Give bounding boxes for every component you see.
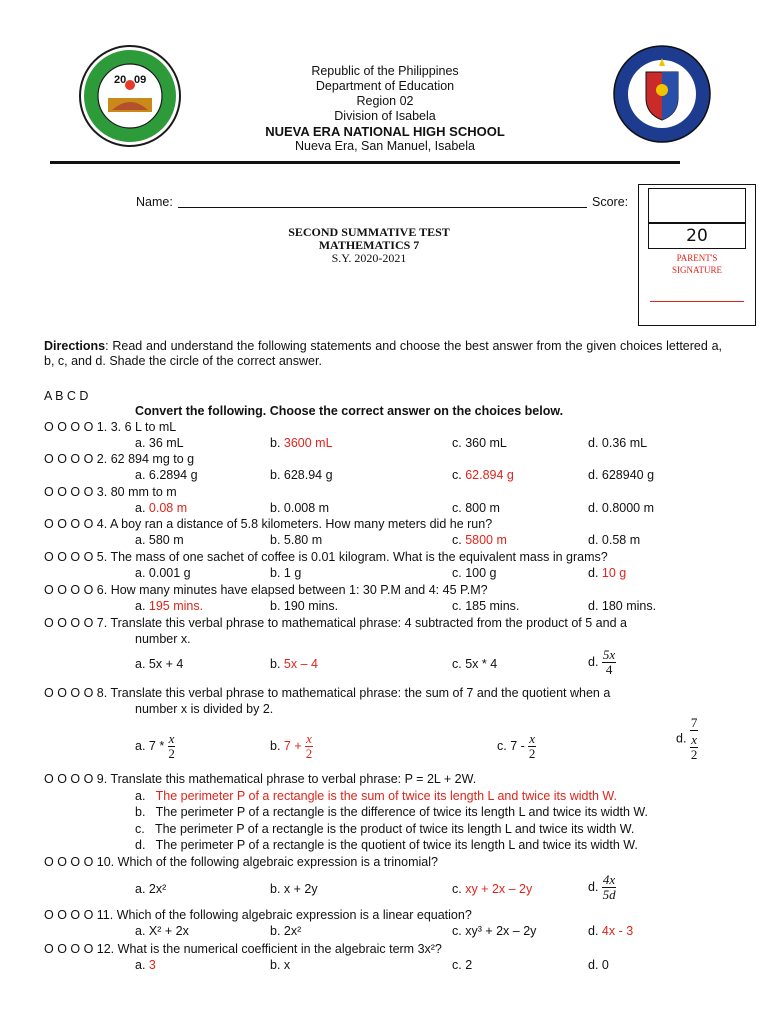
seal-year-left: 20 xyxy=(114,74,127,86)
seal-year-right: 09 xyxy=(134,74,147,86)
q12-choice-d[interactable]: d. 0 xyxy=(588,958,609,972)
header-line-division: Division of Isabela xyxy=(334,109,436,123)
q4-choice-a[interactable]: a. 580 m xyxy=(135,533,184,547)
directions-label: Directions xyxy=(44,339,106,353)
q6-choice-a[interactable]: a. 195 mins. xyxy=(135,599,204,613)
question-4[interactable]: O O O O 4. A boy ran a distance of 5.8 kilometers. How many meters did he run? xyxy=(44,517,493,531)
q2-choice-d[interactable]: d. 628940 g xyxy=(588,468,655,482)
q12-choice-a[interactable]: a. 3 xyxy=(135,958,156,972)
q9-choice-b[interactable]: b. The perimeter P of a rectangle is the difference of twice its length L and twice its width W. xyxy=(135,805,649,819)
q5-choice-a[interactable]: a. 0.001 g xyxy=(135,566,191,580)
header-line-department: Department of Education xyxy=(315,79,455,93)
question-7[interactable]: O O O O 7. Translate this verbal phrase to mathematical phrase: 4 subtracted from the product of 5 and a xyxy=(44,616,627,630)
q6-choice-c[interactable]: c. 185 mins. xyxy=(452,599,520,613)
q11-choice-a[interactable]: a. X² + 2x xyxy=(135,924,189,938)
directions xyxy=(44,339,722,369)
q8-choice-c[interactable]: c. 7 - $\frac{x}{2}$ xyxy=(497,731,536,761)
parents-signature-label: PARENT'S SIGNATURE xyxy=(671,253,722,275)
score-box xyxy=(638,184,756,326)
header-line-region: Region 02 xyxy=(356,94,414,108)
score-input-box[interactable] xyxy=(648,188,746,223)
q8b-fraction: $\frac{x}{2}$ xyxy=(305,731,313,761)
name-label: Name: xyxy=(136,195,173,209)
q8-choice-d[interactable]: d. $\frac{7}{\frac{x}{2}}$ xyxy=(676,715,698,762)
question-9[interactable]: O O O O 9. Translate this mathematical phrase to verbal phrase: P = 2L + 2W. xyxy=(44,772,477,786)
q11-choice-d[interactable]: d. 4x - 3 xyxy=(588,924,634,938)
q4-choice-d[interactable]: d. 0.58 m xyxy=(588,533,641,547)
q8d-compound-fraction: $\frac{7}{\frac{x}{2}}$ xyxy=(690,715,698,762)
q9-choice-d[interactable]: d. The perimeter P of a rectangle is the quotient of twice its length L and twice its width W. xyxy=(135,838,638,852)
q5-choice-b[interactable]: b. 1 g xyxy=(270,566,302,580)
school-year: S.Y. 2020-2021 xyxy=(331,251,407,265)
directions-text: : Read and understand the following statements and choose the best answer from the given choices lettered a, b, c, and d. Shade the circle of the correct answer. xyxy=(44,339,722,368)
q12-choice-c[interactable]: c. 2 xyxy=(452,958,473,972)
question-8-cont: number x is divided by 2. xyxy=(135,702,274,716)
q3-choice-b[interactable]: b. 0.008 m xyxy=(270,501,330,515)
q8c-fraction: $\frac{x}{2}$ xyxy=(528,731,536,761)
q7-fraction: $\frac{5x}{4}$ xyxy=(602,647,616,677)
question-1[interactable]: O O O O 1. 3. 6 L to mL xyxy=(44,420,177,434)
question-6[interactable]: O O O O 6. How many minutes have elapsed between 1: 30 P.M and 4: 45 P.M? xyxy=(44,583,488,597)
test-title-block xyxy=(234,226,504,265)
q10-choice-c[interactable]: c. xy + 2x – 2y xyxy=(452,882,533,896)
q4-choice-b[interactable]: b. 5.80 m xyxy=(270,533,323,547)
q10-choice-d[interactable]: d. $\frac{4x}{5d}$ xyxy=(588,872,616,902)
question-8[interactable]: O O O O 8. Translate this verbal phrase to mathematical phrase: the sum of 7 and the quotient when a xyxy=(44,686,611,700)
q10-choice-b[interactable]: b. x + 2y xyxy=(270,882,318,896)
test-subject: MATHEMATICS 7 xyxy=(318,238,420,252)
question-10[interactable]: O O O O 10. Which of the following algebraic expression is a trinomial? xyxy=(44,855,438,869)
signature-line[interactable] xyxy=(650,301,744,302)
q11-choice-c[interactable]: c. xy³ + 2x – 2y xyxy=(452,924,537,938)
q8-choice-a[interactable]: a. 7 * $\frac{x}{2}$ xyxy=(135,731,175,761)
q4-choice-c[interactable]: c. 5800 m xyxy=(452,533,507,547)
question-7-cont: number x. xyxy=(135,632,191,646)
q6-choice-d[interactable]: d. 180 mins. xyxy=(588,599,657,613)
score-total-box xyxy=(648,223,746,249)
name-field[interactable] xyxy=(178,207,587,208)
header-divider xyxy=(50,161,680,164)
school-seal-logo xyxy=(78,44,182,148)
q8a-fraction: $\frac{x}{2}$ xyxy=(168,731,175,761)
question-3[interactable]: O O O O 3. 80 mm to m xyxy=(44,485,177,499)
q7-choice-d[interactable]: d. $\frac{5x}{4}$ xyxy=(588,647,616,677)
q11-choice-b[interactable]: b. 2x² xyxy=(270,924,302,938)
q1-choice-c[interactable]: c. 360 mL xyxy=(452,436,507,450)
q3-choice-c[interactable]: c. 800 m xyxy=(452,501,500,515)
q2-choice-a[interactable]: a. 6.2894 g xyxy=(135,468,198,482)
q1-choice-b[interactable]: b. 3600 mL xyxy=(270,436,333,450)
q3-choice-a[interactable]: a. 0.08 m xyxy=(135,501,188,515)
q2-choice-b[interactable]: b. 628.94 g xyxy=(270,468,333,482)
q9-choice-a[interactable]: a. The perimeter P of a rectangle is the sum of twice its length L and twice its width W. xyxy=(135,789,617,803)
q6-choice-b[interactable]: b. 190 mins. xyxy=(270,599,339,613)
q12-choice-b[interactable]: b. x xyxy=(270,958,291,972)
header-block xyxy=(185,64,585,154)
question-2[interactable]: O O O O 2. 62 894 mg to g xyxy=(44,452,195,466)
school-name: NUEVA ERA NATIONAL HIGH SCHOOL xyxy=(265,124,505,139)
question-5[interactable]: O O O O 5. The mass of one sachet of coffee is 0.01 kilogram. What is the equivalent mass in grams? xyxy=(44,550,608,564)
q2-choice-c[interactable]: c. 62.894 g xyxy=(452,468,514,482)
q10-fraction: $\frac{4x}{5d}$ xyxy=(602,872,616,902)
abcd-header: A B C D xyxy=(44,389,89,403)
school-address: Nueva Era, San Manuel, Isabela xyxy=(295,139,475,153)
q7-choice-c[interactable]: c. 5x * 4 xyxy=(452,657,498,671)
q7-choice-a[interactable]: a. 5x + 4 xyxy=(135,657,184,671)
q9-choice-c[interactable]: c. The perimeter P of a rectangle is the product of twice its length L and twice its width W. xyxy=(135,822,635,836)
q1-choice-d[interactable]: d. 0.36 mL xyxy=(588,436,648,450)
q3-choice-d[interactable]: d. 0.8000 m xyxy=(588,501,655,515)
q7-choice-b[interactable]: b. 5x – 4 xyxy=(270,657,318,671)
q5-choice-c[interactable]: c. 100 g xyxy=(452,566,497,580)
q8-choice-b[interactable]: b. 7 + $\frac{x}{2}$ xyxy=(270,731,313,761)
q1-choice-a[interactable]: a. 36 mL xyxy=(135,436,184,450)
q10-choice-a[interactable]: a. 2x² xyxy=(135,882,167,896)
instruction: Convert the following. Choose the correct answer on the choices below. xyxy=(135,404,564,418)
score-label: Score: xyxy=(592,195,629,209)
test-title: SECOND SUMMATIVE TEST xyxy=(288,225,450,239)
question-12[interactable]: O O O O 12. What is the numerical coefficient in the algebraic term 3x²? xyxy=(44,942,442,956)
score-total: 20 xyxy=(686,226,708,246)
deped-seal-logo xyxy=(612,44,712,144)
question-11[interactable]: O O O O 11. Which of the following algebraic expression is a linear equation? xyxy=(44,908,472,922)
header-line-republic: Republic of the Philippines xyxy=(311,64,459,78)
q5-choice-d[interactable]: d. 10 g xyxy=(588,566,627,580)
